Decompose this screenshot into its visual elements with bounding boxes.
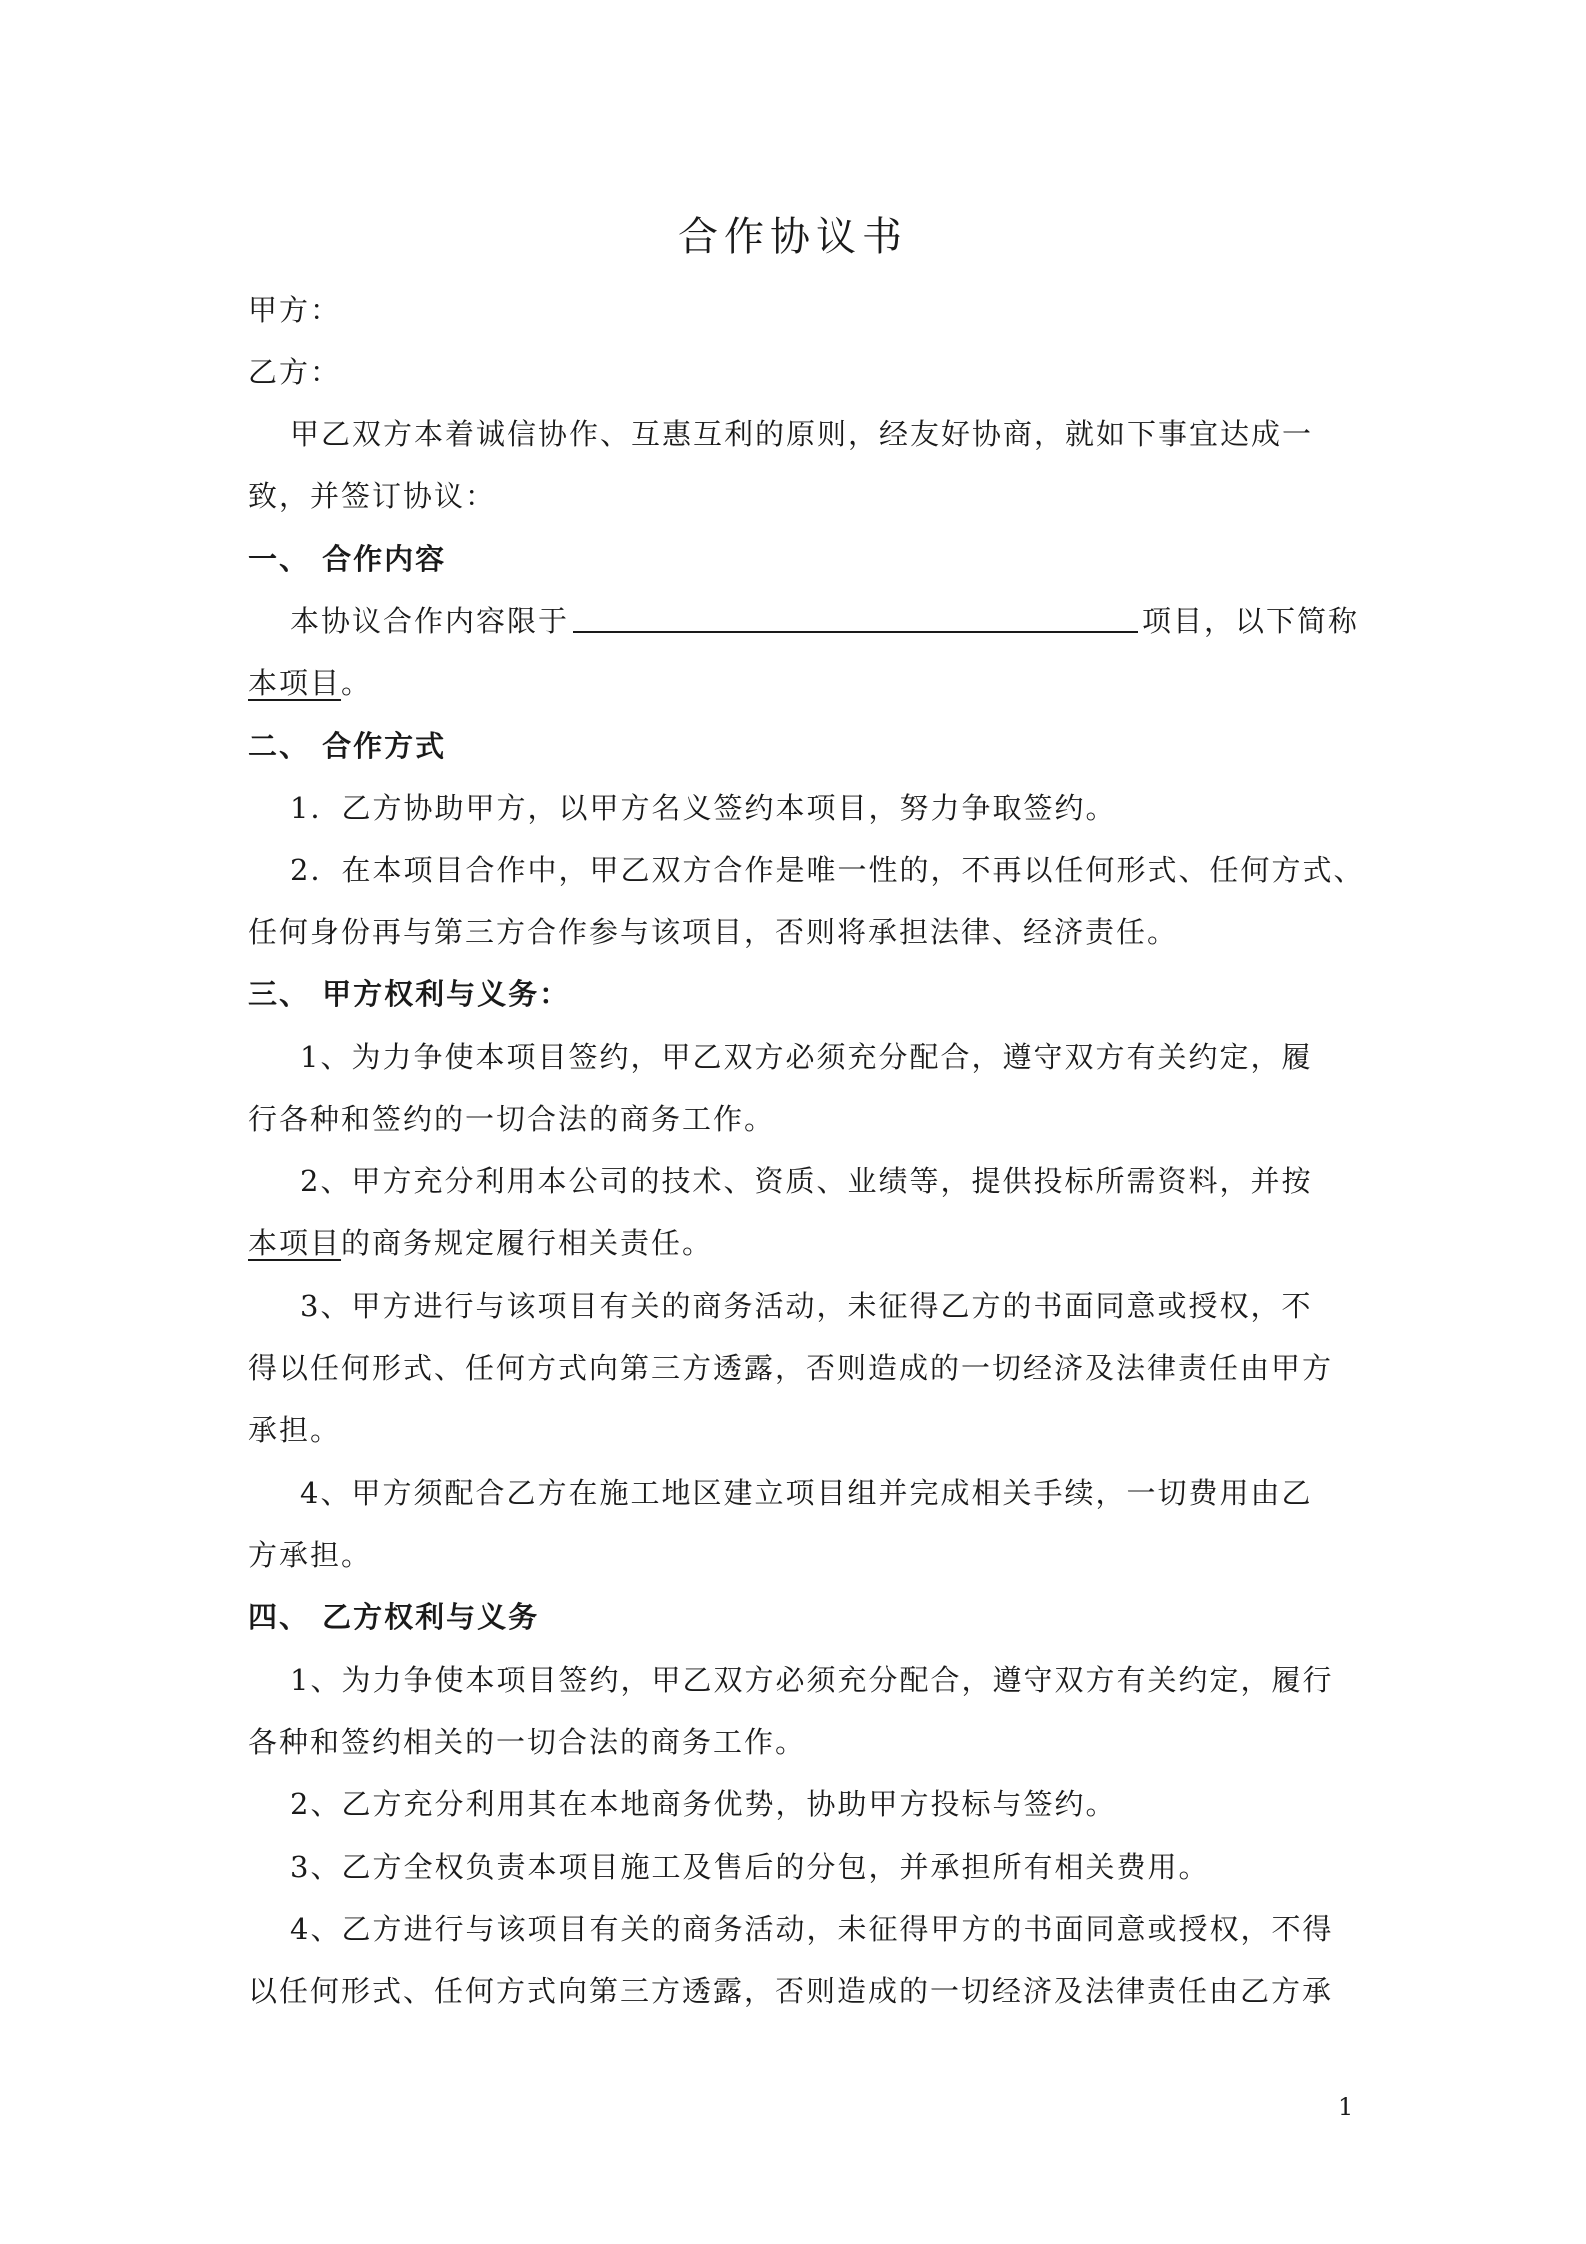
section-3-item-3-line-2: 得以任何形式、任何方式向第三方透露，否则造成的一切经济及法律责任由甲方 <box>248 1351 1334 1385</box>
section-3-item-1-line-1: 1、为力争使本项目签约，甲乙双方必须充分配合，遵守双方有关约定，履 <box>300 1040 1313 1074</box>
section-4-item-2: 2、乙方充分利用其在本地商务优势，协助甲方投标与签约。 <box>290 1787 1117 1821</box>
section-3-item-2-line-2-rest: 的商务规定履行相关责任。 <box>341 1226 714 1260</box>
project-short-name: 本项目 <box>248 666 342 700</box>
section-3-item-4-line-1: 4、甲方须配合乙方在施工地区建立项目组并完成相关手续，一切费用由乙 <box>300 1476 1313 1510</box>
project-short-name-ref: 本项目 <box>248 1226 342 1260</box>
section-3-item-3-line-3: 承担。 <box>248 1413 342 1447</box>
section-2-item-1: 1．乙方协助甲方，以甲方名义签约本项目，努力争取签约。 <box>290 791 1117 825</box>
party-a-label: 甲方： <box>248 293 342 327</box>
section-3-item-4-line-2: 方承担。 <box>248 1538 373 1572</box>
section-1-line-2 <box>248 663 1348 703</box>
section-2-item-2-line-1: 2．在本项目合作中，甲乙双方合作是唯一性的，不再以任何形式、任何方式、 <box>290 853 1365 887</box>
intro-line-2: 致，并签订协议： <box>248 479 497 513</box>
section-3-heading: 三、 甲方权利与义务： <box>248 977 571 1011</box>
page-number: 1 <box>1338 2093 1354 2121</box>
party-b-label: 乙方： <box>248 355 342 389</box>
section-4-heading: 四、 乙方权利与义务 <box>248 1600 540 1634</box>
section-1-text-after: 项目，以下简称 <box>1142 604 1360 638</box>
section-1-text-before: 本协议合作内容限于 <box>290 604 570 638</box>
section-3-item-2-line-1: 2、甲方充分利用本公司的技术、资质、业绩等，提供投标所需资料，并按 <box>300 1164 1313 1198</box>
section-3-item-1-line-2: 行各种和签约的一切合法的商务工作。 <box>248 1102 776 1136</box>
section-2-heading: 二、 合作方式 <box>248 729 447 763</box>
intro-line-1: 甲乙双方本着诚信协作、互惠互利的原则，经友好协商，就如下事宜达成一 <box>290 417 1314 451</box>
section-1-text <box>290 601 1390 641</box>
project-name-blank[interactable] <box>573 601 1138 633</box>
section-4-item-3: 3、乙方全权负责本项目施工及售后的分包，并承担所有相关费用。 <box>290 1850 1210 1884</box>
section-1-line-2-end: 。 <box>341 666 373 700</box>
section-3-item-2-line-2 <box>248 1223 1348 1263</box>
section-4-item-1-line-2: 各种和签约相关的一切合法的商务工作。 <box>248 1725 807 1759</box>
section-2-item-2-line-2: 任何身份再与第三方合作参与该项目，否则将承担法律、经济责任。 <box>248 915 1179 949</box>
document-title: 合作协议书 <box>678 214 908 260</box>
section-3-item-3-line-1: 3、甲方进行与该项目有关的商务活动，未征得乙方的书面同意或授权，不 <box>300 1289 1313 1323</box>
section-1-heading: 一、 合作内容 <box>248 542 447 576</box>
section-4-item-1-line-1: 1、为力争使本项目签约，甲乙双方必须充分配合，遵守双方有关约定，履行 <box>290 1663 1334 1697</box>
section-4-item-4-line-1: 4、乙方进行与该项目有关的商务活动，未征得甲方的书面同意或授权，不得 <box>290 1912 1334 1946</box>
section-4-item-4-line-2: 以任何形式、任何方式向第三方透露，否则造成的一切经济及法律责任由乙方承 <box>248 1974 1334 2008</box>
